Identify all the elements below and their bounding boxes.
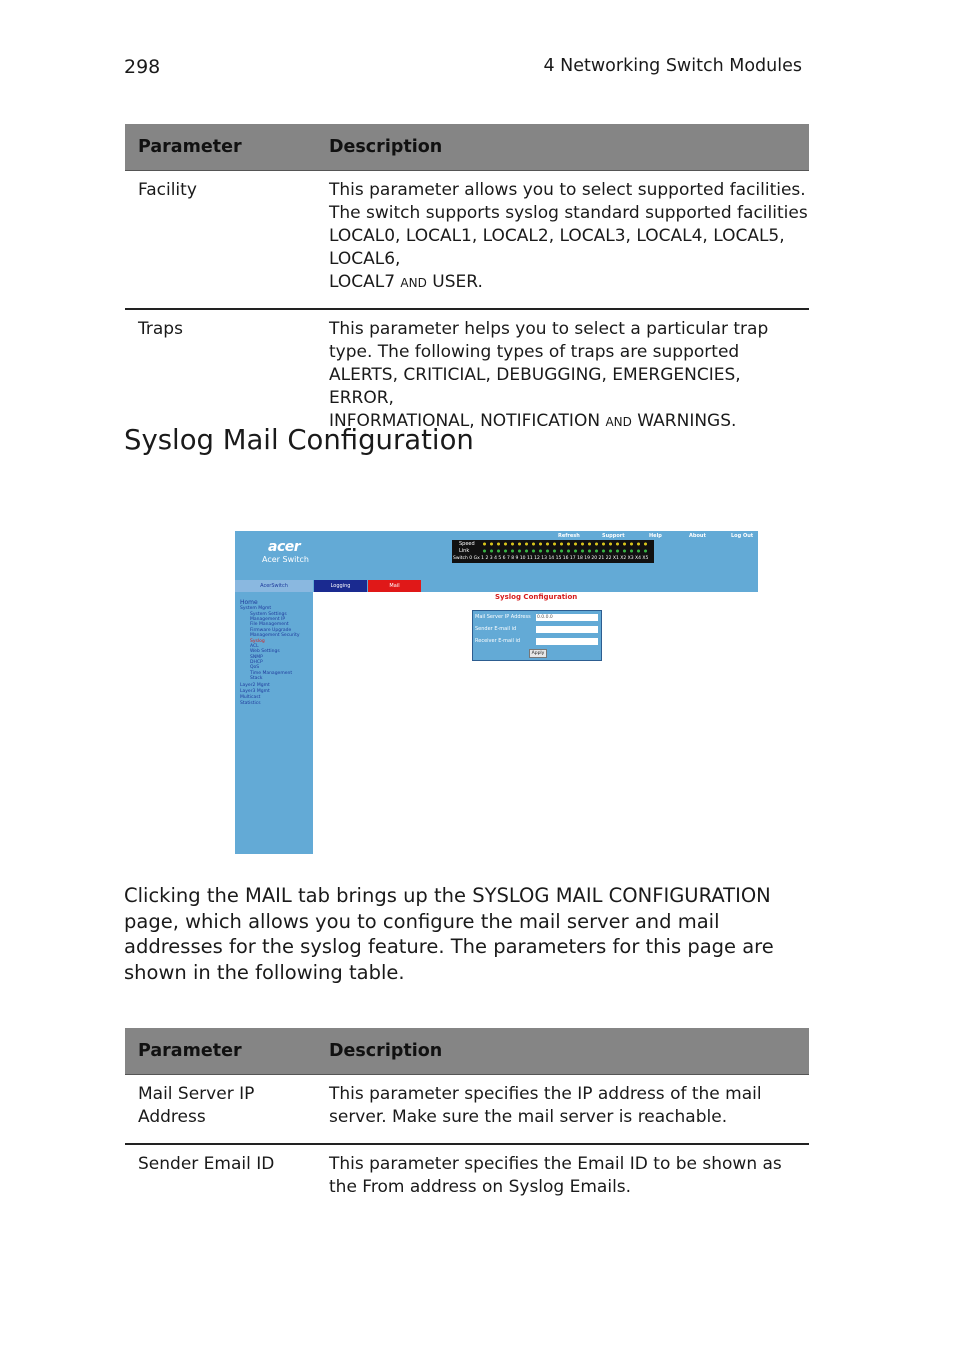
link-leds bbox=[481, 549, 651, 553]
desc-line: ALERTS, CRITICIAL, DEBUGGING, EMERGENCIES, ERROR, bbox=[329, 365, 741, 408]
refresh-link[interactable]: Refresh bbox=[558, 533, 580, 539]
field-label: Mail Server IP Address bbox=[475, 614, 531, 620]
sidebar-item[interactable]: System Mgmt bbox=[240, 606, 272, 611]
header-parameter: Parameter bbox=[125, 1028, 316, 1075]
tab-bar bbox=[235, 580, 421, 592]
field-label: Sender E-mail id bbox=[475, 626, 517, 632]
port-numbers: Switch 0 Gx 1 2 3 4 5 6 7 8 9 10 11 12 13 14 15 16 17 18 19 20 21 22 X1 X2 X3 X4 X5 bbox=[453, 556, 649, 561]
header-description: Description bbox=[316, 124, 809, 171]
acer-switch-subtitle: Acer Switch bbox=[262, 555, 309, 564]
param-line: Address bbox=[138, 1107, 206, 1127]
sidebar-item[interactable]: ACL bbox=[250, 644, 259, 649]
sidebar-item[interactable]: Web Settings bbox=[250, 649, 280, 654]
sidebar-item[interactable]: SNMP bbox=[250, 655, 263, 660]
header-description: Description bbox=[316, 1028, 809, 1075]
sidebar-item[interactable]: Stack bbox=[250, 676, 263, 681]
sidebar-item[interactable]: Statistics bbox=[240, 701, 261, 706]
table-header bbox=[125, 1028, 809, 1075]
header-parameter: Parameter bbox=[125, 124, 316, 171]
apply-button[interactable]: Apply bbox=[529, 649, 547, 658]
sidebar-item[interactable]: Layer3 Mgmt bbox=[240, 689, 270, 694]
table-row bbox=[125, 171, 809, 310]
mail-server-ip-input[interactable]: 0.0.0.0 bbox=[536, 614, 598, 621]
sidebar-item[interactable]: Management Security bbox=[250, 633, 300, 638]
tab-acerswitch[interactable]: AcerSwitch bbox=[235, 580, 313, 592]
receiver-email-input[interactable] bbox=[536, 638, 598, 645]
syslog-configuration-title: Syslog Configuration bbox=[495, 593, 578, 601]
table-row bbox=[125, 1144, 809, 1213]
sidebar-item[interactable]: System Settings bbox=[250, 612, 287, 617]
desc-cell bbox=[316, 1144, 809, 1213]
desc-line: This parameter specifies the IP address of the mail bbox=[329, 1084, 762, 1104]
sidebar-item[interactable]: QoS bbox=[250, 665, 260, 670]
port-status-panel bbox=[452, 540, 654, 563]
sidebar-item[interactable]: Firmware Upgrade bbox=[250, 628, 292, 633]
about-link[interactable]: About bbox=[689, 533, 706, 539]
desc-line: server. Make sure the mail server is reachable. bbox=[329, 1107, 728, 1127]
table-header bbox=[125, 124, 809, 171]
body-paragraph: Clicking the MAIL tab brings up the SYSLOG MAIL CONFIGURATION page, which allows you to configure the mail server and mail addresses for the syslog feature. The parameters for this page are shown in the following table. bbox=[124, 884, 774, 984]
sidebar-item[interactable]: DHCP bbox=[250, 660, 263, 665]
desc-line: The switch supports syslog standard supported facilities bbox=[329, 203, 808, 223]
logout-link[interactable]: Log Out bbox=[731, 533, 754, 539]
desc-line: This parameter allows you to select supported facilities. bbox=[329, 180, 806, 200]
parameter-table-2 bbox=[125, 1028, 809, 1213]
tab-mail[interactable]: Mail bbox=[368, 580, 421, 592]
field-label: Receiver E-mail id bbox=[475, 638, 521, 644]
acer-logo: acer bbox=[268, 539, 301, 555]
desc-cell bbox=[316, 1075, 809, 1145]
sender-email-input[interactable] bbox=[536, 626, 598, 633]
sidebar-item[interactable]: Layer2 Mgmt bbox=[240, 683, 270, 688]
param-cell: Facility bbox=[125, 171, 316, 310]
sidebar-item[interactable]: Multicast bbox=[240, 695, 261, 700]
link-label: Link bbox=[459, 548, 470, 554]
sidebar-item[interactable]: File Management bbox=[250, 622, 289, 627]
sidebar-item-home[interactable]: Home bbox=[240, 599, 258, 606]
param-cell bbox=[125, 1075, 316, 1145]
page-number: 298 bbox=[124, 56, 161, 78]
parameter-table-1 bbox=[125, 124, 809, 447]
table-row bbox=[125, 1075, 809, 1145]
support-link[interactable]: Support bbox=[602, 533, 625, 539]
desc-line: the From address on Syslog Emails. bbox=[329, 1177, 632, 1197]
desc-line: This parameter specifies the Email ID to be shown as bbox=[329, 1154, 782, 1174]
desc-line: type. The following types of traps are supported bbox=[329, 342, 740, 362]
param-cell bbox=[125, 1144, 316, 1213]
param-line: Mail Server IP bbox=[138, 1084, 255, 1104]
desc-line: LOCAL0, LOCAL1, LOCAL2, LOCAL3, LOCAL4, LOCAL5, LOCAL6, bbox=[329, 226, 785, 269]
speed-leds bbox=[481, 542, 651, 546]
sidebar bbox=[235, 592, 313, 854]
desc-line: This parameter helps you to select a particular trap bbox=[329, 319, 769, 339]
desc-line: LOCAL7 and USER. bbox=[329, 272, 483, 292]
tab-logging[interactable]: Logging bbox=[314, 580, 367, 592]
mail-config-form bbox=[472, 610, 602, 661]
desc-line: INFORMATIONAL, NOTIFICATION and WARNINGS. bbox=[329, 411, 737, 431]
chapter-title: 4 Networking Switch Modules bbox=[543, 56, 802, 76]
param-line: Sender Email ID bbox=[138, 1154, 275, 1174]
sidebar-item[interactable]: Management IP bbox=[250, 617, 286, 622]
section-title: Syslog Mail Configuration bbox=[124, 424, 474, 456]
speed-label: Speed bbox=[459, 541, 475, 547]
sidebar-item-syslog[interactable]: Syslog bbox=[250, 639, 265, 644]
sidebar-item[interactable]: Time Management bbox=[250, 671, 293, 676]
param-cell: Traps bbox=[138, 319, 183, 339]
desc-cell bbox=[316, 171, 809, 310]
help-link[interactable]: Help bbox=[649, 533, 662, 539]
switch-ui-screenshot bbox=[235, 531, 758, 854]
